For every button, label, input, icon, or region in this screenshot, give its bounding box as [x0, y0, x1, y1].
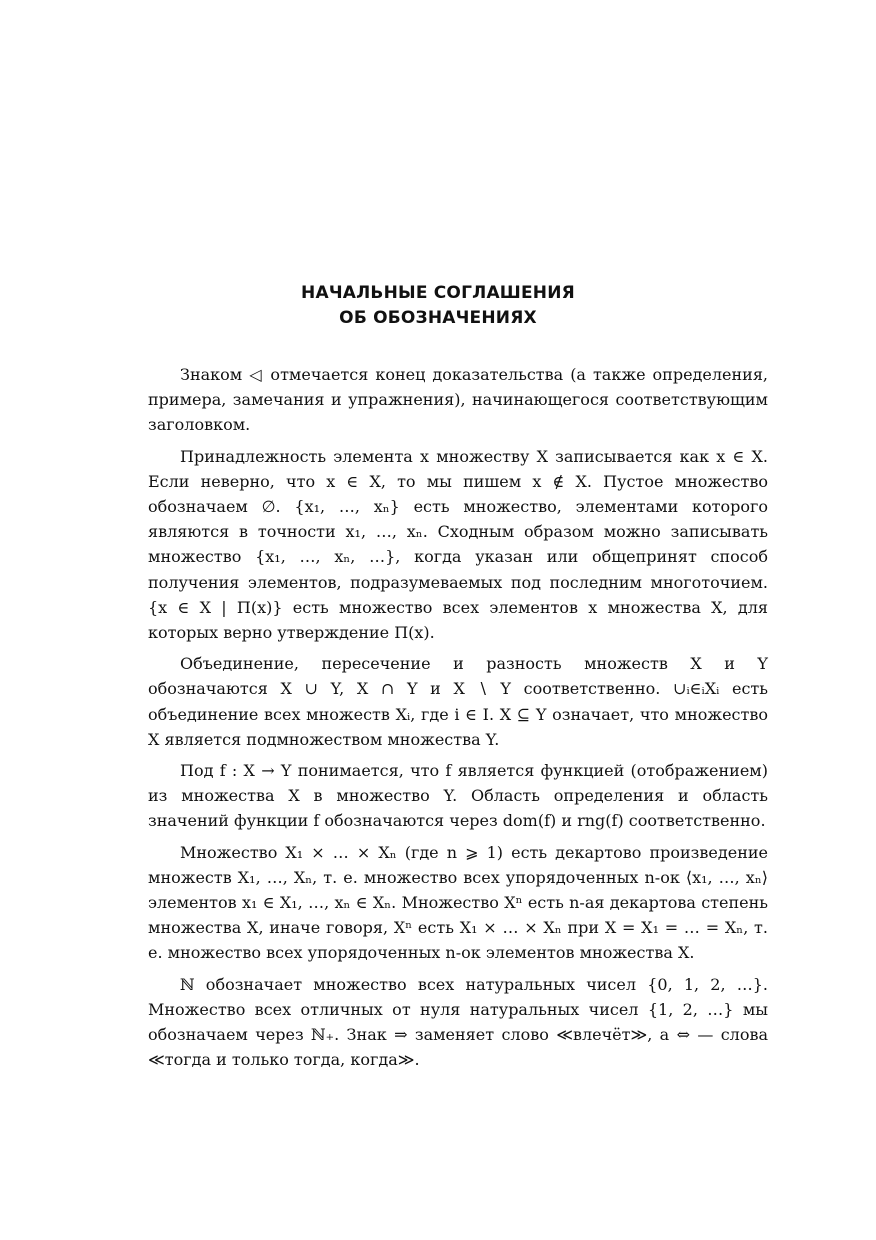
paragraph-cartesian-product: Множество X₁ × … × Xₙ (где n ⩾ 1) есть декартово произведение множеств X₁, …, Xₙ, т. е. множество всех упорядоченных n-ок ⟨x₁, …, xₙ⟩ элементов x₁ ∈ X₁, …, xₙ ∈ Xₙ. Множество Xⁿ есть n-ая декартова степень множества X, иначе говоря, Xⁿ есть X₁ × … × Xₙ при X = X₁ = … = Xₙ, т. е. множество всех упорядоченных n-ок элементов множества X. — [148, 842, 768, 963]
heading-line-2: ОБ ОБОЗНАЧЕНИЯХ — [339, 308, 537, 328]
paragraph-proof-sign: Знаком ◁ отмечается конец доказательства (а также определения, примера, замечания и упражнения), начинающегося соответствующим заголовком. — [148, 365, 768, 435]
paragraph-set-operations: Объединение, пересечение и разность множеств X и Y обозначаются X ∪ Y, X ∩ Y и X ∖ Y соответственно. ∪ᵢ∈ᵢXᵢ есть объединение всех множеств Xᵢ, где i ∈ I. X ⊆ Y означает, что множество X является подмножеством множества Y. — [148, 654, 768, 749]
body-text — [148, 362, 768, 1072]
paragraph-set-membership: Принадлежность элемента x множеству X записывается как x ∈ X. Если неверно, что x ∈ X, то мы пишем x ∉ X. Пустое множество обозначаем ∅. {x₁, …, xₙ} есть множество, элементами которого являются в точности x₁, …, xₙ. Сходным образом можно записывать множество {x₁, …, xₙ, …}, когда указан или общепринят способ получения элементов, подразумеваемых под последним многоточием. {x ∈ X | Π(x)} есть множество всех элементов x множества X, для которых верно утверждение Π(x). — [148, 446, 768, 643]
paragraph-natural-numbers: ℕ обозначает множество всех натуральных чисел {0, 1, 2, …}. Множество всех отличных от нуля натуральных чисел {1, 2, …} мы обозначаем через ℕ₊. Знак ⇒ заменяет слово ≪влечёт≫, а ⇔ — слова ≪тогда и только тогда, когда≫. — [148, 974, 768, 1070]
heading-line-1: НАЧАЛЬНЫЕ СОГЛАШЕНИЯ — [301, 283, 575, 303]
paragraph-functions: Под f : X → Y понимается, что f является функцией (отображением) из множества X в множество Y. Область определения и область значений функции f обозначаются через dom(f) и rng(f) соответственно. — [148, 761, 768, 831]
section-heading — [0, 281, 876, 331]
